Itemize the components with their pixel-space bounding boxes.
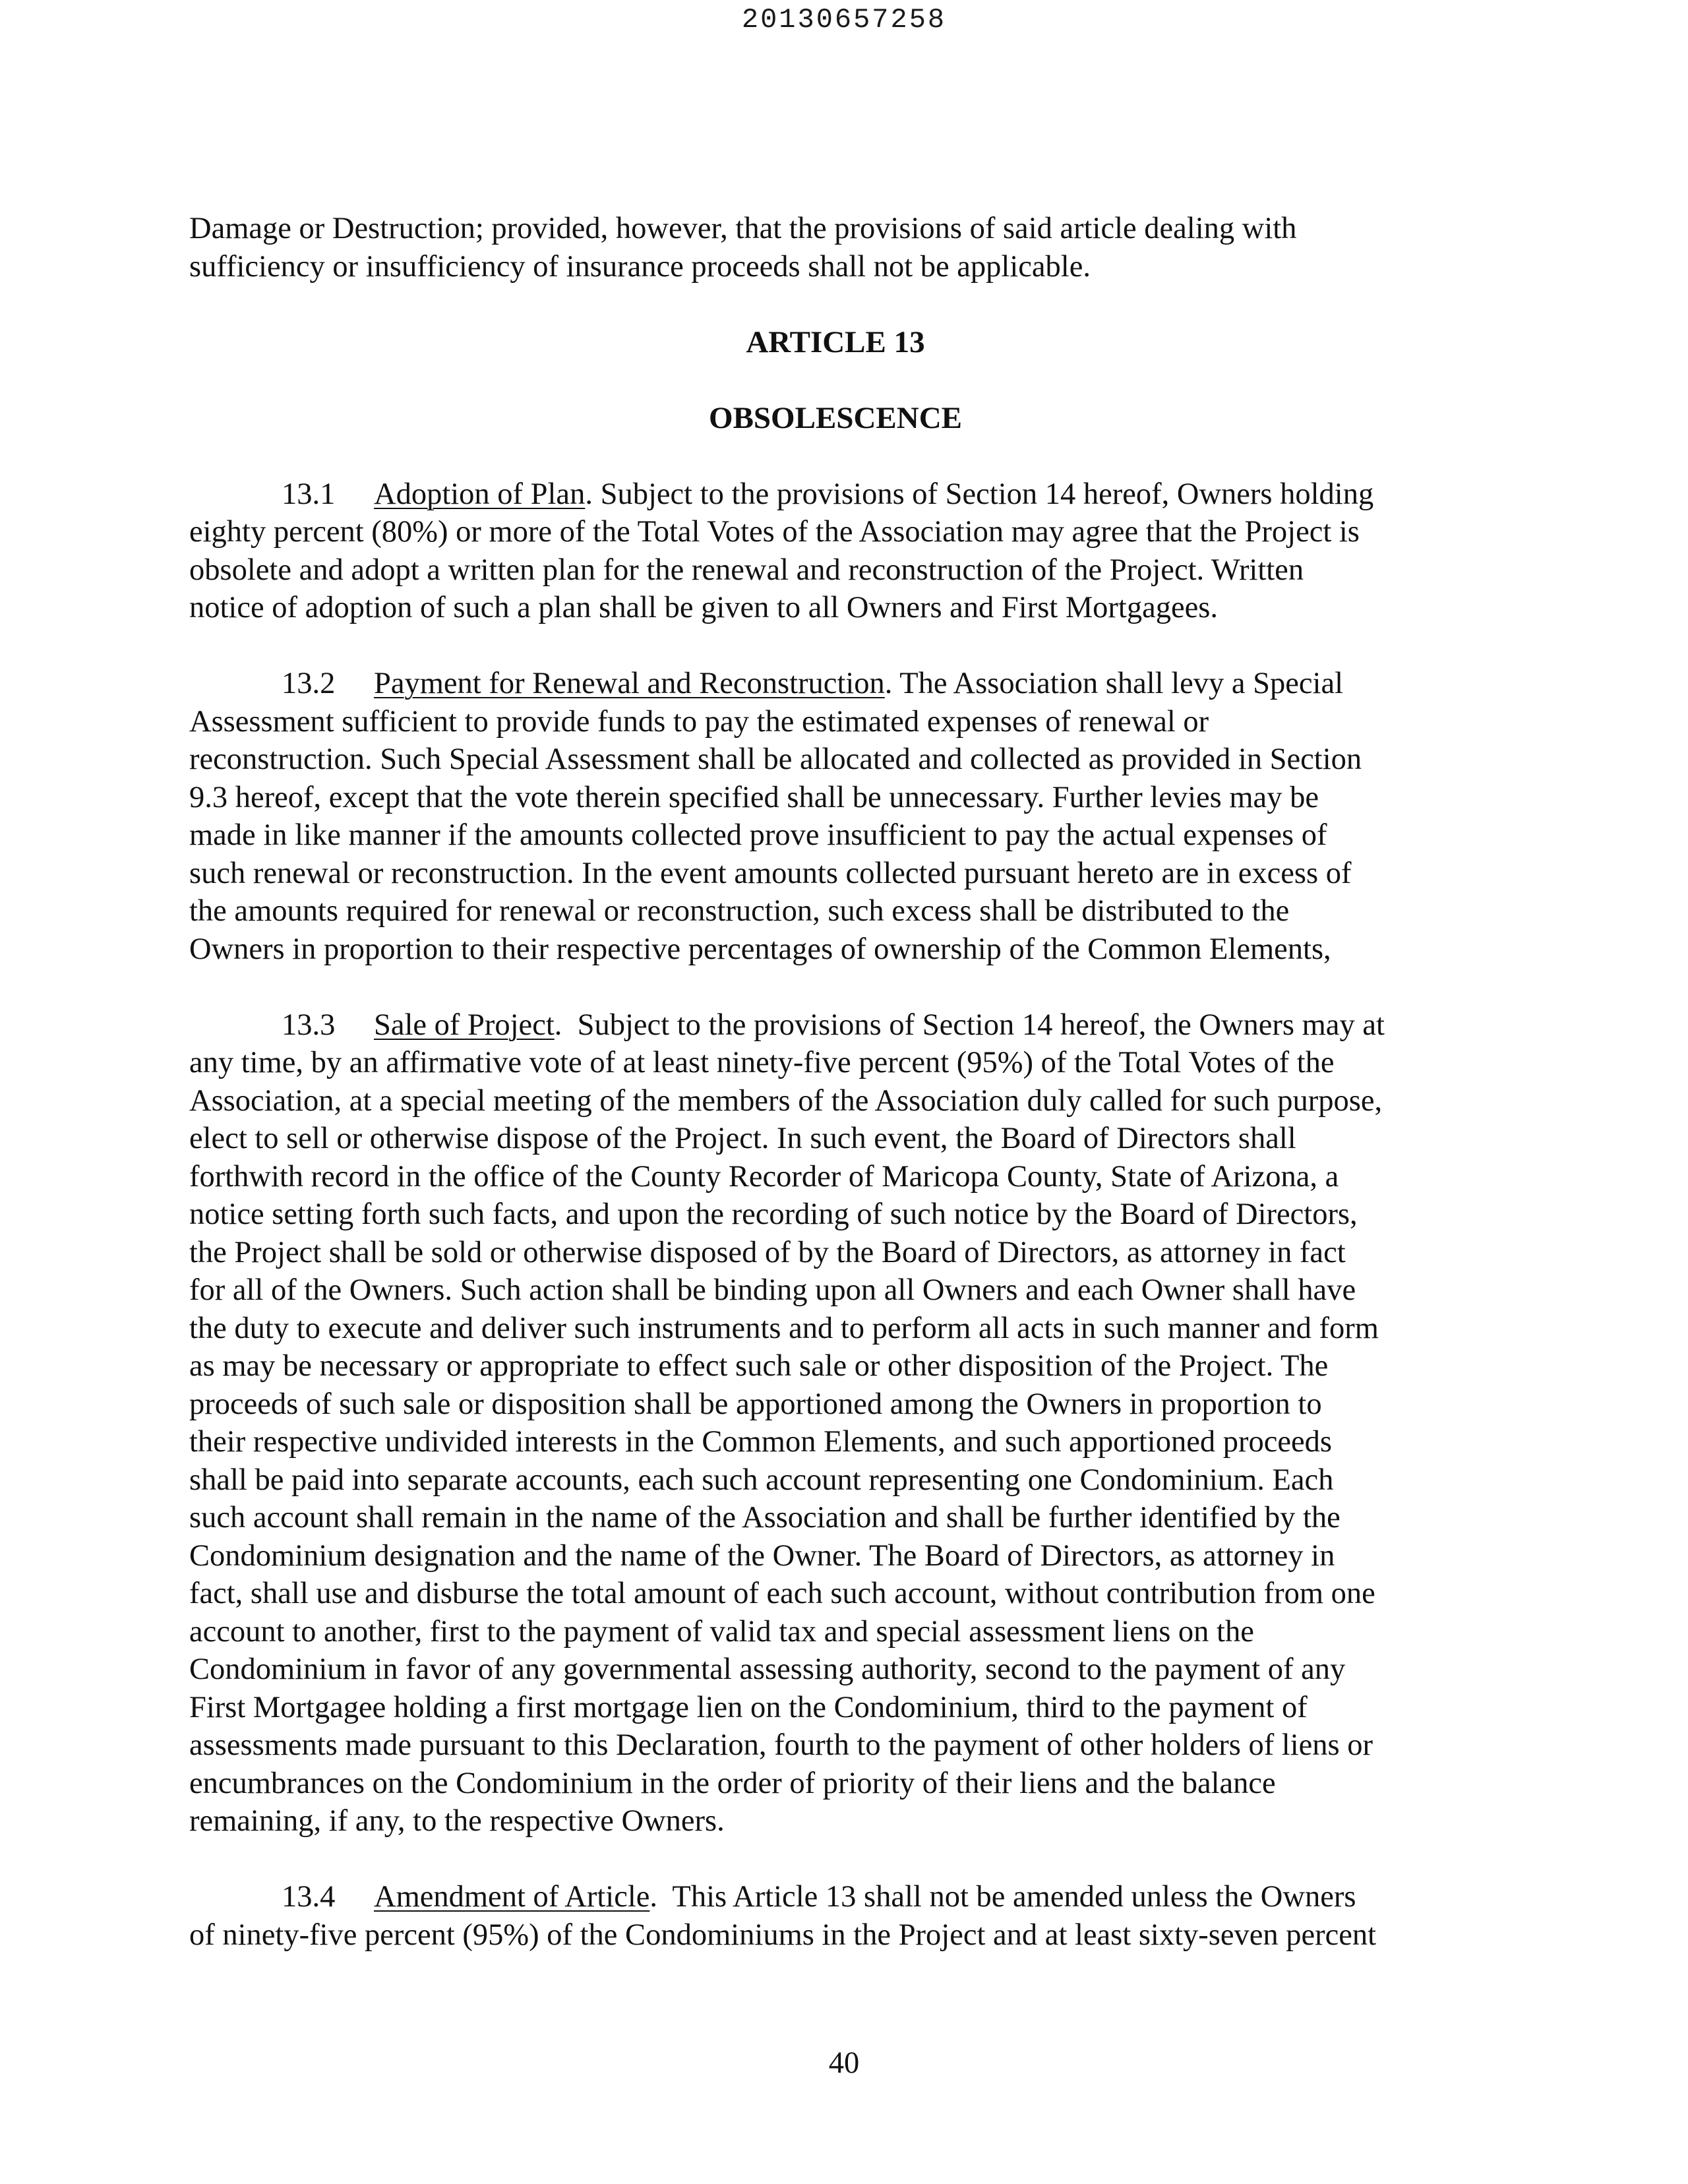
section-first-line-text: . Subject to the provisions of Section 14 hereof, the Owners may at (554, 1008, 1385, 1042)
text-line: proceeds of such sale or disposition shall be apportioned among the Owners in proportion to (189, 1387, 1322, 1421)
text-line: 9.3 hereof, except that the vote therein specified shall be unnecessary. Further levies may be (189, 780, 1319, 814)
text-line: fact, shall use and disburse the total amount of each such account, without contribution from one (189, 1577, 1375, 1610)
document-number: 20130657258 (741, 4, 947, 36)
document-body (189, 210, 1482, 1992)
section-title: Sale of Project (374, 1008, 555, 1042)
text-line: First Mortgagee holding a first mortgage lien on the Condominium, third to the payment of (189, 1690, 1308, 1724)
article-title-heading: OBSOLESCENCE (709, 400, 962, 435)
text-line: account to another, first to the payment of valid tax and special assessment liens on the (189, 1614, 1254, 1649)
text-line: made in like manner if the amounts collected prove insufficient to pay the actual expenses of (189, 818, 1327, 852)
section-first-line (189, 475, 1482, 514)
page-number: 40 (828, 2046, 860, 2080)
text-line: any time, by an affirmative vote of at least ninety-five percent (95%) of the Total Votes of the (189, 1046, 1335, 1079)
section-title: Adoption of Plan (374, 477, 586, 511)
text-line: obsolete and adopt a written plan for the renewal and reconstruction of the Project. Written (189, 553, 1304, 587)
text-line: the amounts required for renewal or reconstruction, such excess shall be distributed to the (189, 894, 1290, 928)
section-first-line (189, 1006, 1482, 1045)
text-line: the duty to execute and deliver such instruments and to perform all acts in such manner and form (189, 1311, 1379, 1345)
article-number-heading: ARTICLE 13 (746, 324, 925, 359)
text-line: of ninety-five percent (95%) of the Condominiums in the Project and at least sixty-seven percent (189, 1918, 1377, 1952)
text-line: for all of the Owners. Such action shall be binding upon all Owners and each Owner shall have (189, 1273, 1356, 1307)
section-first-line (189, 665, 1482, 703)
section-title: Amendment of Article (374, 1880, 650, 1914)
section-13-2 (189, 665, 1482, 968)
text-line: such account shall remain in the name of the Association and shall be further identified by the (189, 1501, 1341, 1534)
text-line: shall be paid into separate accounts, each such account representing one Condominium. Each (189, 1463, 1334, 1497)
text-line: encumbrances on the Condominium in the order of priority of their liens and the balance (189, 1766, 1276, 1800)
text-line: remaining, if any, to the respective Owners. (189, 1804, 725, 1838)
section-first-line-text: . This Article 13 shall not be amended unless the Owners (649, 1880, 1356, 1914)
section-number: 13.1 (282, 477, 336, 511)
section-13-4 (189, 1878, 1482, 1954)
text-line: the Project shall be sold or otherwise disposed of by the Board of Directors, as attorney in fact (189, 1235, 1346, 1269)
text-line: assessments made pursuant to this Declaration, fourth to the payment of other holders of liens or (189, 1728, 1373, 1762)
text-line: Damage or Destruction; provided, however, that the provisions of said article dealing with (189, 212, 1297, 245)
section-number: 13.3 (282, 1008, 336, 1042)
section-title: Payment for Renewal and Reconstruction (374, 667, 885, 700)
section-number: 13.4 (282, 1880, 336, 1914)
text-line: such renewal or reconstruction. In the event amounts collected pursuant hereto are in excess of (189, 856, 1352, 890)
section-first-line-text: . The Association shall levy a Special (884, 667, 1344, 700)
text-line: eighty percent (80%) or more of the Total Votes of the Association may agree that the Project is (189, 515, 1360, 549)
text-line: as may be necessary or appropriate to effect such sale or other disposition of the Project. The (189, 1349, 1329, 1383)
section-first-line (189, 1878, 1482, 1916)
text-line: notice setting forth such facts, and upon the recording of such notice by the Board of Directors, (189, 1198, 1358, 1231)
text-line: Condominium designation and the name of the Owner. The Board of Directors, as attorney in (189, 1538, 1335, 1573)
section-13-3 (189, 1006, 1482, 1840)
section-first-line-text: . Subject to the provisions of Section 14 hereof, Owners holding (585, 477, 1374, 511)
section-number: 13.2 (282, 667, 336, 700)
intro-paragraph (189, 210, 1482, 286)
text-line: notice of adoption of such a plan shall be given to all Owners and First Mortgagees. (189, 591, 1218, 624)
text-line: their respective undivided interests in the Common Elements, and such apportioned proceeds (189, 1425, 1332, 1459)
text-line: Condominium in favor of any governmental assessing authority, second to the payment of any (189, 1653, 1346, 1686)
text-line: Association, at a special meeting of the members of the Association duly called for such purpose, (189, 1083, 1383, 1118)
text-line: forthwith record in the office of the County Recorder of Maricopa County, State of Arizona, a (189, 1159, 1339, 1194)
text-line: elect to sell or otherwise dispose of the Project. In such event, the Board of Directors shall (189, 1122, 1296, 1155)
text-line: Owners in proportion to their respective percentages of ownership of the Common Elements, (189, 932, 1331, 966)
text-line: sufficiency or insufficiency of insurance proceeds shall not be applicable. (189, 249, 1091, 284)
text-line: Assessment sufficient to provide funds to pay the estimated expenses of renewal or (189, 704, 1209, 739)
text-line: reconstruction. Such Special Assessment shall be allocated and collected as provided in Section (189, 743, 1362, 776)
section-13-1 (189, 475, 1482, 627)
